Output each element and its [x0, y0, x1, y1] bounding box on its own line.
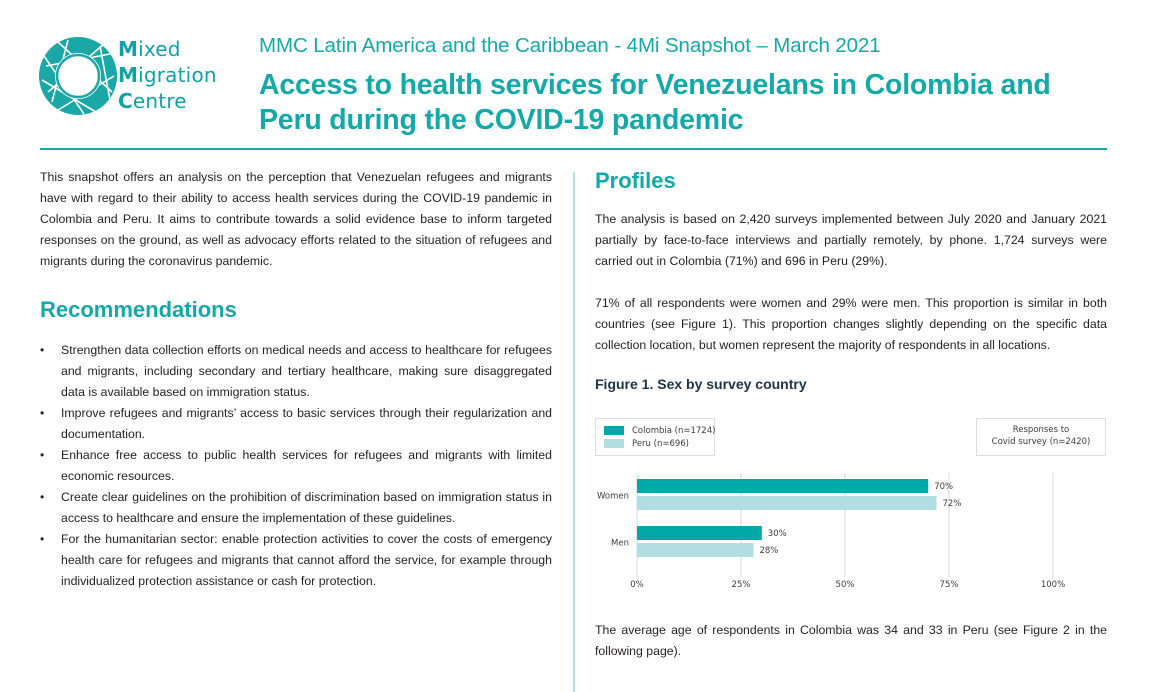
document-subtitle: MMC Latin America and the Caribbean - 4Mi Snapshot – March 2021: [259, 34, 881, 57]
recommendation-item: • Create clear guidelines on the prohibition of discrimination based on immigration status in access to healthcare and ensure the implementation of these guidelines.: [40, 487, 552, 529]
x-tick-label: 50%: [835, 580, 855, 590]
column-divider: [573, 172, 575, 692]
recommendations-list: [40, 340, 552, 592]
chart-note-line: Covid survey (n=2420): [991, 437, 1091, 447]
category-label: Men: [611, 538, 629, 549]
intro-paragraph: This snapshot offers an analysis on the perception that Venezuelan refugees and migrants have with regard to their ability to access health services during the COVID-19 pandemic in Colombia and Peru. It aims to contribute towards a solid evidence base to inform targeted responses on the ground, as well as advocacy efforts related to the situation of refugees and migrants during the coronavirus pandemic.: [40, 170, 552, 268]
x-tick-label: 25%: [731, 580, 751, 590]
x-tick-label: 0%: [630, 580, 644, 590]
legend-swatch-peru: [604, 439, 624, 448]
profiles-paragraph-1: The analysis is based on 2,420 surveys implemented between July 2020 and January 2021 partially by face-to-face interviews and partially remotely, by phone. 1,724 surveys were carried out in Colombia (71%) and 696 in Peru (29%).: [595, 212, 1107, 268]
recommendation-item: • For the humanitarian sector: enable protection activities to cover the costs of emergency health care for refugees and migrants that cannot afford the service, for example through individualized protection assistance or cash for protection.: [40, 529, 552, 592]
bar-value-label: 70%: [934, 482, 954, 492]
x-tick-label: 75%: [939, 580, 959, 590]
profiles-paragraph-2: 71% of all respondents were women and 29% were men. This proportion is similar in both countries (see Figure 1). This proportion changes slightly depending on the specific data collection location, but women represent the majority of respondents in all locations.: [595, 296, 1107, 352]
bar-men-colombia: [637, 526, 762, 540]
bar-value-label: 28%: [759, 546, 779, 556]
figure-title: Figure 1. Sex by survey country: [595, 376, 807, 392]
recommendation-item: • Improve refugees and migrants’ access to basic services through their regularization and documentation.: [40, 403, 552, 445]
bar-value-label: 72%: [942, 499, 962, 509]
mmc-circle-logo-icon: [38, 36, 118, 116]
recommendations-heading: Recommendations: [40, 297, 237, 322]
header-divider: [40, 148, 1107, 150]
bar-women-colombia: [637, 479, 928, 493]
legend-item-colombia: Colombia (n=1724): [604, 426, 715, 436]
bar-men-peru: [637, 543, 753, 557]
document-title: Access to health services for Venezuelans in Colombia and Peru during the COVID-19 pandemic: [259, 69, 1051, 136]
recommendation-item: • Strengthen data collection efforts on medical needs and access to healthcare for refugees and migrants, including secondary and tertiary healthcare, making sure disaggregated data is available based on immigration status.: [40, 340, 552, 403]
logo-wordmark: [118, 36, 217, 114]
bar-women-peru: [637, 496, 937, 510]
logo-line-mixed: Mixed: [118, 37, 181, 61]
chart-note-line: Responses to: [1012, 425, 1070, 435]
category-label: Women: [596, 491, 629, 502]
chart-legend: [595, 418, 715, 456]
sex-by-country-bar-chart: [585, 465, 1125, 600]
chart-note-box: [976, 418, 1106, 456]
logo-line-centre: Centre: [118, 89, 187, 113]
bar-value-label: 30%: [767, 529, 787, 539]
recommendation-item: • Enhance free access to public health services for refugees and migrants with limited economic resources.: [40, 445, 552, 487]
logo-line-migration: Migration: [118, 63, 217, 87]
profiles-closing-paragraph: The average age of respondents in Colombia was 34 and 33 in Peru (see Figure 2 in the following page).: [595, 623, 1107, 658]
legend-item-peru: Peru (n=696): [604, 439, 689, 449]
profiles-heading: Profiles: [595, 168, 676, 193]
legend-swatch-colombia: [604, 426, 624, 435]
x-tick-label: 100%: [1040, 580, 1066, 590]
